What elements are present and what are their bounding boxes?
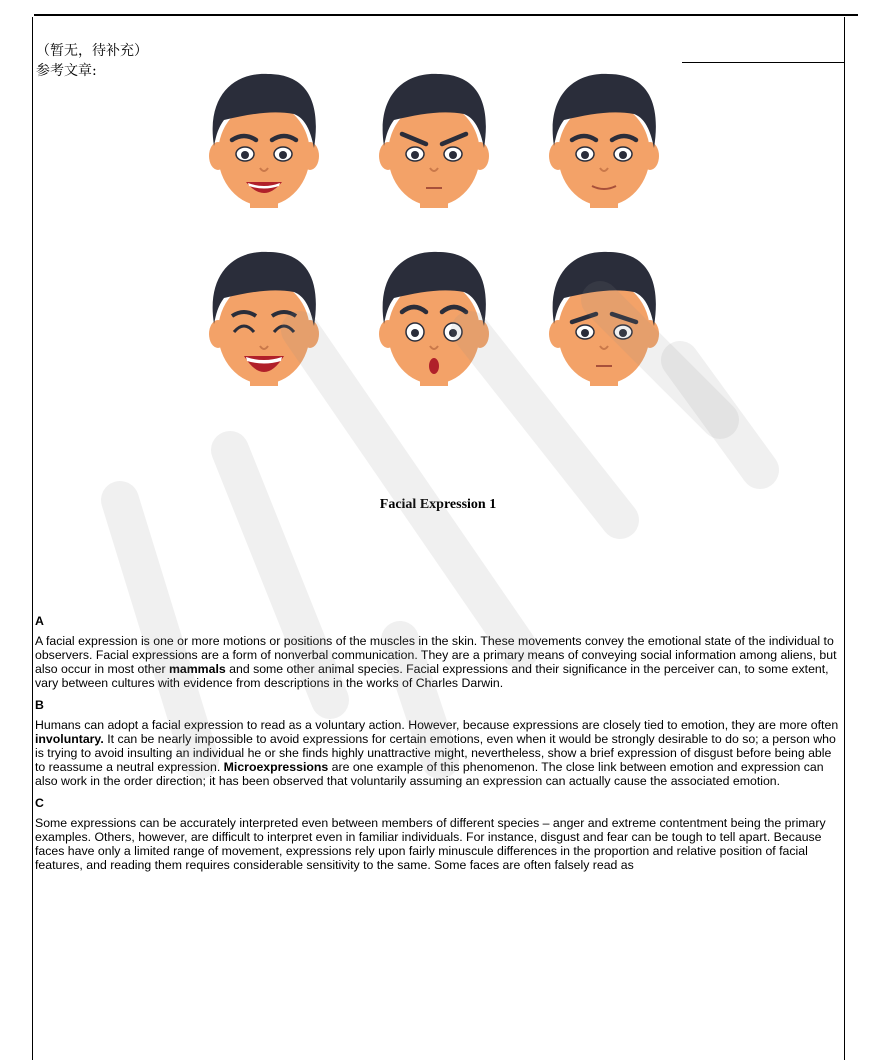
section-c-paragraph bbox=[35, 816, 841, 872]
pending-note: （暂无，待补充） bbox=[36, 43, 148, 59]
section-b bbox=[35, 698, 841, 788]
face-sad bbox=[549, 252, 659, 386]
section-a-heading: A bbox=[35, 614, 44, 628]
bold-term-involuntary: involuntary. bbox=[35, 732, 104, 746]
section-b-paragraph bbox=[35, 718, 841, 788]
article-body bbox=[35, 614, 841, 880]
face-angry bbox=[379, 74, 489, 208]
top-rule bbox=[34, 14, 858, 16]
text-run: Some expressions can be accurately interpreted even between members of different species – anger and extreme contentment being the primary examples. Others, however, are difficult to interpret even in familiar individuals. For instance, disgust and fear can be tough to tell apart. Because faces have only a limited range of movement, expressions rely upon fairly minuscule differences in the proportion and relative position of facial features, and reading them requires considerable sensitivity to the same. Some faces are often falsely read as bbox=[35, 816, 826, 872]
bold-term-microexpressions: Microexpressions bbox=[223, 760, 329, 774]
face-laughing bbox=[209, 252, 319, 386]
text-run: Humans can adopt a facial expression to read as a voluntary action. However, because expressions are closely tied to emotion, they are more often bbox=[35, 718, 839, 732]
section-a bbox=[35, 614, 841, 690]
text-run: and some other animal species. Facial expressions and their significance in the perceiver can, to some extent, vary between cultures with evidence from descriptions in the works of Charles Darwin. bbox=[35, 662, 829, 690]
section-a-paragraph bbox=[35, 634, 841, 690]
face-smile bbox=[209, 74, 319, 208]
text-run: It can be nearly impossible to avoid expressions for certain emotions, even when it would be strongly desirable to do so; a person who is trying to avoid insulting an individual he or she finds highly unattractive might, nevertheless, show a brief expression of disgust before being able to reassume a neutral expression. bbox=[35, 732, 836, 774]
text-run: are one example of this phenomenon. The close link between emotion and expression can also work in the order direction; it has been observed that voluntarily assuming an expression can actually cause the associated emotion. bbox=[35, 760, 824, 788]
reference-label: 参考文章: bbox=[36, 63, 97, 79]
text-run: A facial expression is one or more motions or positions of the muscles in the skin. These movements convey the emotional state of the individual to observers. Facial expressions are a form of nonverbal communication. They are a primary means of conveying social information among aliens, but also occur in most other bbox=[35, 634, 837, 676]
header-rule bbox=[682, 62, 844, 63]
face-surprised bbox=[379, 252, 489, 386]
section-c-heading: C bbox=[35, 796, 44, 810]
bold-term-mammals: mammals bbox=[168, 662, 226, 676]
section-c bbox=[35, 796, 841, 872]
section-b-heading: B bbox=[35, 698, 44, 712]
figure-caption: Facial Expression 1 bbox=[379, 497, 497, 512]
faces-illustration bbox=[190, 58, 682, 416]
face-content bbox=[549, 74, 659, 208]
